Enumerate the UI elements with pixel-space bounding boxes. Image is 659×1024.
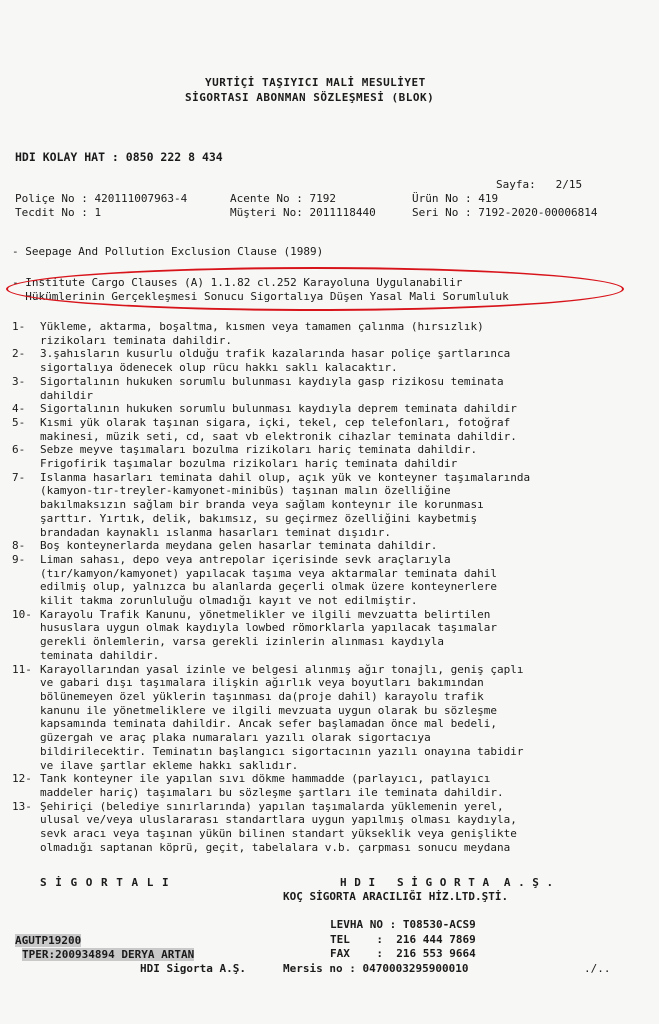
clause-number: 6- <box>12 443 26 457</box>
urun-label: Ürün No : <box>412 192 472 205</box>
clause-text: Islanma hasarları teminata dahil olup, açık yük ve konteyner taşımalarında (kamyon-tır-treyler-kamyonet-minibüs) taşınan malın özelliğine bakılmaksızın sağlam bir branda veya sağlam konteynır ile korunması şarttır. Yırtık, delik, bakımsız, su geçirmez özelliğini kaybetmiş brandadan kaynaklı ıslanma hasarları teminat dışıdır. <box>40 470 531 539</box>
seepage-clause: - Seepage And Pollution Exclusion Clause (1989) <box>12 245 324 258</box>
clause-text: 3.şahısların kusurlu olduğu trafik kazalarında hasar poliçe şartlarınca sigortalıya ödenecek olup rücu hakkı saklı kalacaktır. <box>40 347 511 375</box>
hotline-number: 0850 222 8 434 <box>125 150 223 164</box>
mersis-field <box>283 962 468 975</box>
clause-text: Sigortalının hukuken sorumlu bulunması kaydıyla deprem teminata dahildir <box>40 402 517 416</box>
police-label: Poliçe No : <box>15 192 88 205</box>
clause-item <box>12 663 642 773</box>
clause-text: Liman sahası, depo veya antrepolar içerisinde sevk araçlarıyla (tır/kamyon/kamyonet) yapılacak taşıma veya aktarmalar teminata dahil edilmiş olup, yalnızca bu alanlarda geçerli olmak üzere konteynerlere kilit takma zorunluluğu olmadığı kayıt ve not edilmiştir. <box>40 552 497 608</box>
hotline-label: HDI KOLAY HAT : <box>15 150 119 164</box>
seri-value: 7192-2020-00006814 <box>478 206 598 219</box>
clause-item <box>12 471 642 540</box>
clause-list <box>12 320 642 854</box>
clause-text: Karayollarından yasal izinle ve belgesi alınmış ağır tonajlı, geniş çaplı ve gabari dışı taşımalara ilişkin ağırlık veya boyutları bakımından bölünemeyen özel yüklerin taşınması da(proje dahil) karayolu trafik kanunu ile yönetmeliklere ve ilgili mevzuata uygun olarak bu sözleşme kapsamında teminata dahildir. Ancak sefer başlamadan önce mal bedeli, güzergah ve araç plaka numaraları yazılı olarak sigortacıya bildirilecektir. Teminatın başlangıcı sigortacının yazılı onayına tabidir ve ilave şartlar ekleme hakkı saklıdır. <box>40 662 524 772</box>
seri-field <box>412 206 597 219</box>
urun-value: 419 <box>478 192 499 205</box>
clause-text: Şehiriçi (belediye sınırlarında) yapılan taşımalarda yüklemenin yerel, ulusal ve/veya uluslararası standartlara uygun yapılmış olması kaydıyla, sevk aracı veya taşınan yükün bilinen standart yükseklik veya genişlikte olmadığı saptanan köprü, geçit, tabelalara v.b. çarpması sonucu meydana <box>40 799 517 854</box>
clause-number: 8- <box>12 539 26 553</box>
clause-number: 11- <box>12 662 32 676</box>
seri-label: Seri No : <box>412 206 472 219</box>
acente-label: Acente No : <box>230 192 303 205</box>
tel-value: 216 444 7869 <box>396 933 476 946</box>
clause-text: Yükleme, aktarma, boşaltma, kısmen veya tamamen çalınma (hırsızlık) rizikoları teminata dahildir. <box>40 320 484 347</box>
clause-number: 4- <box>12 402 26 416</box>
sayfa-label: Sayfa: <box>496 178 536 191</box>
clause-number: 3- <box>12 374 26 388</box>
clause-number: 13- <box>12 799 32 813</box>
fax-field: FAX : 216 553 9664 <box>330 947 476 960</box>
clause-item <box>12 347 642 374</box>
hotline <box>15 151 223 164</box>
clause-number: 10- <box>12 607 32 621</box>
title-line1: YURTİÇİ TAŞIYICI MALİ MESULİYET <box>205 76 426 89</box>
acente-field <box>230 192 336 205</box>
musteri-field <box>230 206 376 219</box>
tel-label: TEL <box>330 933 350 946</box>
tecdit-field <box>15 206 101 219</box>
levha-field <box>330 918 476 931</box>
clause-item <box>12 402 642 416</box>
levha-value: T08530-ACS9 <box>402 918 476 931</box>
institute-clause-line1: - Institute Cargo Clauses (A) 1.1.82 cl.252 Karayoluna Uygulanabilir <box>12 276 463 289</box>
clause-text: Kısmi yük olarak taşınan sigara, içki, tekel, cep telefonları, fotoğraf makinesi, müzik seti, cd, saat vb elektronik cihazlar teminata dahildir. <box>40 415 517 443</box>
clause-item <box>12 539 642 553</box>
clause-number: 7- <box>12 470 26 484</box>
tecdit-value: 1 <box>94 206 102 219</box>
police-value: 420111007963-4 <box>94 192 188 205</box>
clause-number: 12- <box>12 772 32 786</box>
tper-code: TPER:200934894 DERYA ARTAN <box>22 948 195 961</box>
red-highlight-circle <box>6 267 624 311</box>
hdi-sigorta-label: H D I S İ G O R T A A . Ş . <box>340 876 554 889</box>
institute-clause-line2: Hükümlerinin Gerçekleşmesi Sonucu Sigortalıya Düşen Yasal Mali Sorumluluk <box>12 290 509 303</box>
tel-field: TEL : 216 444 7869 <box>330 933 476 946</box>
clause-item <box>12 375 642 402</box>
musteri-label: Müşteri No: <box>230 206 303 219</box>
clause-number: 5- <box>12 415 26 429</box>
clause-item <box>12 443 642 470</box>
musteri-value: 2011118440 <box>309 206 376 219</box>
title-line2: SİGORTASI ABONMAN SÖZLEŞMESİ (BLOK) <box>185 91 435 104</box>
mersis-label: Mersis no : <box>283 962 356 975</box>
clause-item <box>12 416 642 443</box>
clause-item <box>12 608 642 663</box>
fax-value: 216 553 9664 <box>396 947 476 960</box>
tecdit-label: Tecdit No : <box>15 206 88 219</box>
fax-label: FAX <box>330 947 350 960</box>
clause-number: 1- <box>12 320 26 333</box>
police-field <box>15 192 187 205</box>
clause-number: 2- <box>12 347 26 361</box>
clause-text: Boş konteynerlarda meydana gelen hasarlar teminata dahildir. <box>40 539 438 553</box>
urun-field <box>412 192 498 205</box>
clause-text: Sebze meyve taşımaları bozulma rizikoları hariç teminata dahildir. Frigofirik taşımalar bozulma rizikoları hariç teminata dahildir <box>40 443 478 471</box>
clause-text: Karayolu Trafik Kanunu, yönetmelikler ve ilgili mevzuatta belirtilen hususlara uygun olmak kaydıyla lowbed römorklarla yapılacak taşımalar gerekli önlemlerin, varsa gerekli izinlerin alınması kaydıyla teminata dahildir. <box>40 607 497 662</box>
clause-item <box>12 320 642 347</box>
continuation-mark: ./.. <box>584 962 611 975</box>
acente-value: 7192 <box>309 192 336 205</box>
clause-item <box>12 553 642 608</box>
agu-code: AGUTP19200 <box>15 934 82 947</box>
page-number <box>496 178 582 191</box>
mersis-value: 0470003295900010 <box>362 962 469 975</box>
koc-agency-label: KOÇ SİGORTA ARACILIĞI HİZ.LTD.ŞTİ. <box>283 890 509 903</box>
sigortali-label: S İ G O R T A L I <box>40 876 170 889</box>
clause-text: Sigortalının hukuken sorumlu bulunması kaydıyla gasp rizikosu teminata dahildir <box>40 374 504 402</box>
hdi-company: HDI Sigorta A.Ş. <box>140 962 246 975</box>
clause-number: 9- <box>12 552 26 566</box>
clause-item <box>12 800 642 855</box>
clause-item <box>12 772 642 799</box>
levha-label: LEVHA NO : <box>330 918 397 931</box>
sayfa-value: 2/15 <box>555 178 583 191</box>
clause-text: Tank konteyner ile yapılan sıvı dökme hammadde (parlayıcı, patlayıcı maddeler hariç) taşımaları bu sözleşme şartları ile teminata dahildir. <box>40 772 504 799</box>
